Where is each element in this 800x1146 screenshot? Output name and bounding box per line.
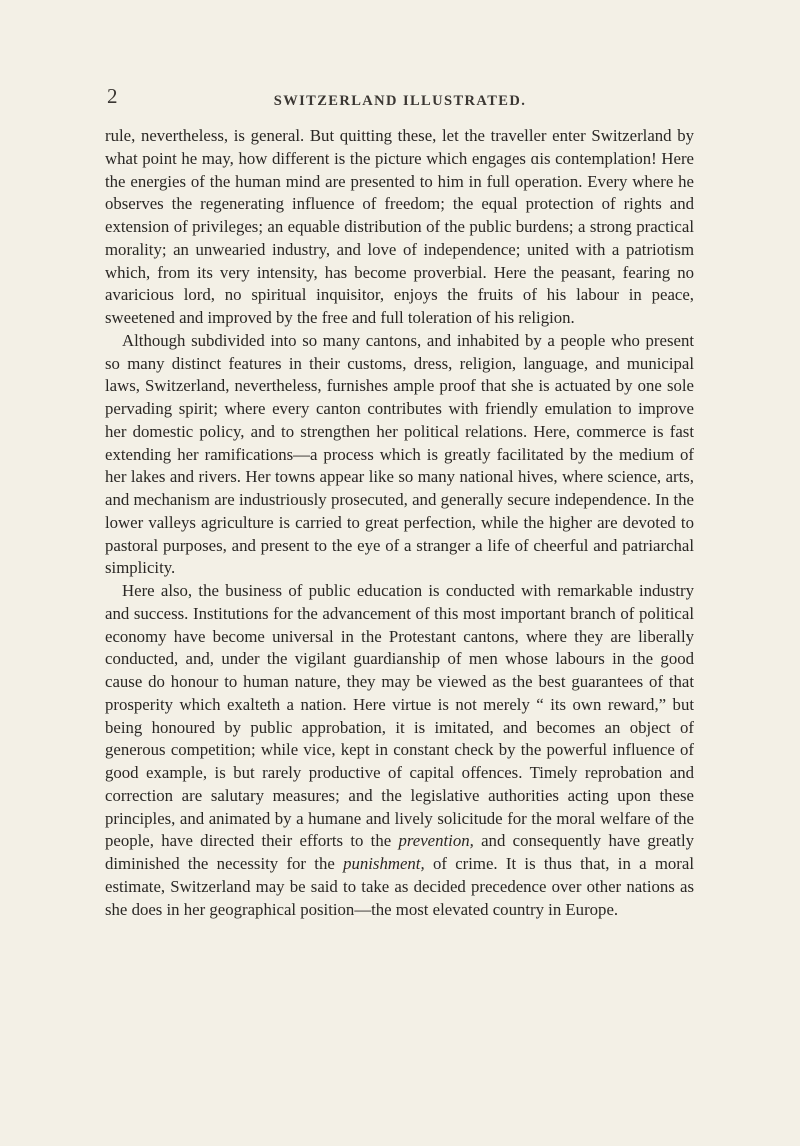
running-head: SWITZERLAND ILLUSTRATED. bbox=[273, 93, 527, 109]
paragraph-2: Although subdivided into so many cantons, and inhabited by a people who present so many distinct features in their customs, dress, religion, language, and municipal laws, Switzerland, nevertheless, furnishes ample proof that she is actuated by one sole pervading spirit; where every canton contributes with friendly emulation to improve her domestic policy, and to strengthen her political relations. Here, commerce is fast extending her ramifications—a process which is greatly facilitated by the medium of her lakes and rivers. Her towns appear like so many national hives, where science, arts, and mechanism are industriously prosecuted, and generally secure independence. In the lower valleys agriculture is carried to great perfection, while the higher are devoted to pastoral purposes, and present to the eye of a stranger a life of cheerful and patriarchal simplicity. bbox=[105, 330, 694, 578]
paragraph-3-text-1: Here also, the business of public education is conducted with remarkable industry and success. Institutions for the advancement of this most important branch of political economy have become universal in the Protestant cantons, where they are liberally conducted, and, under the vigilant guardianship of men whose labours in the good cause do honour to human nature, they may be viewed as the best guarantees of that prosperity which exalteth a nation. Here virtue is not merely “ its own reward,” but being honoured by public approbation, it is imitated, and becomes an object of generous competition; while vice, kept in constant check by the powerful influence of good example, is but rarely productive of capital offences. Timely reprobation and correction are salutary measures; and the legislative authorities acting upon these principles, and animated by a humane and lively solicitude for the moral welfare of the people, have directed their efforts to the bbox=[105, 581, 694, 851]
italic-prevention: prevention, bbox=[398, 831, 474, 851]
paragraph-3-text-2: and consequently have greatly diminished the necessity for the bbox=[105, 831, 695, 873]
page-number: 2 bbox=[107, 84, 118, 108]
italic-punishment: punishment, bbox=[343, 854, 425, 873]
paragraph-3-text-3: of crime. It is thus that, in a moral estimate, Switzerland may be said to take as decided precedence over other nations as she does in her geographical position—the most elevated country in Europe. bbox=[105, 854, 694, 919]
paragraph-3 bbox=[105, 580, 694, 921]
body-text bbox=[105, 125, 694, 921]
paragraph-1: rule, nevertheless, is general. But quitting these, let the traveller enter Switzerland by what point he may, how different is the picture which engages ɑis contemplation! Here the energies of the human mind are presented to him in full operation. Every where he observes the regenerating influence of freedom; the equal protection of rights and extension of privileges; an equable distribution of the public burdens; a strong practical morality; an unwearied industry, and love of independence; united with a patriotism which, from its very intensity, has become proverbial. Here the peasant, fearing no avaricious lord, no spiritual inquisitor, enjoys the fruits of his labour in peace, sweetened and improved by the free and full toleration of his religion. bbox=[105, 126, 694, 327]
